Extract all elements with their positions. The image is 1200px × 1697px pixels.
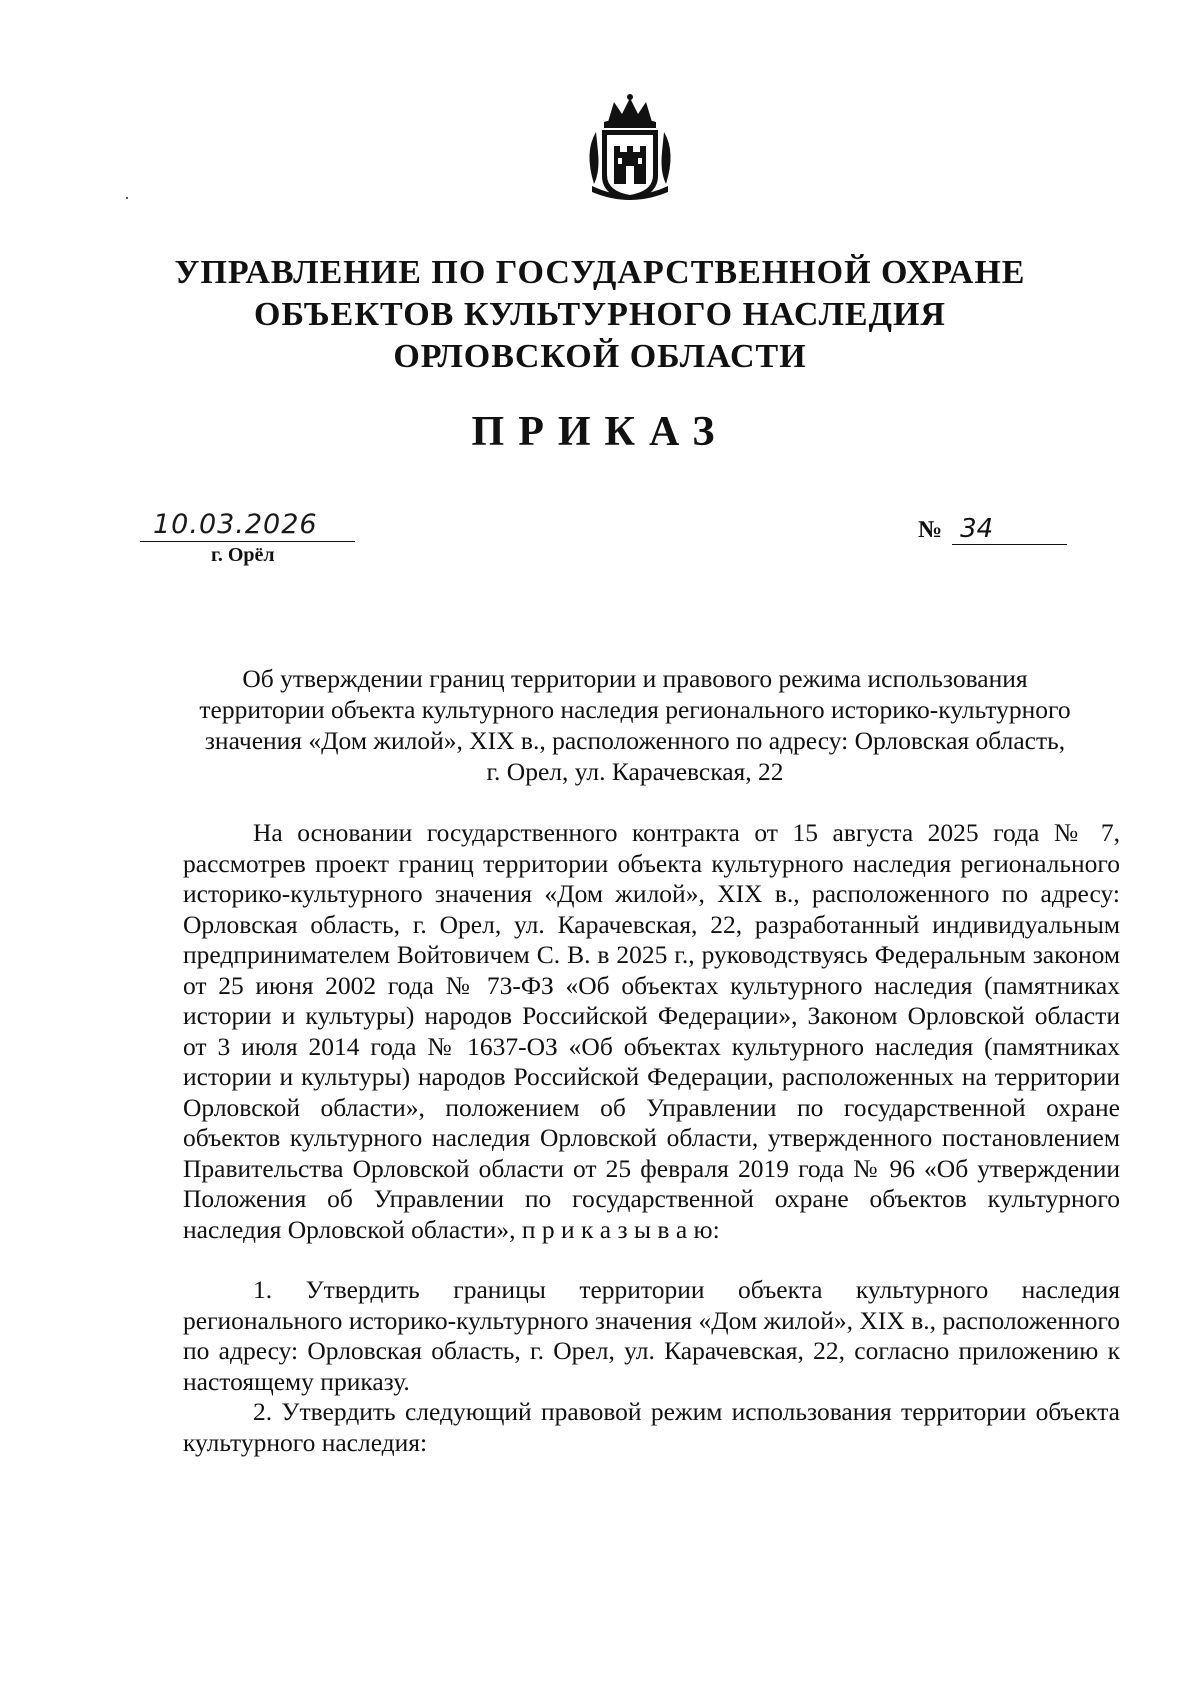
document-date: 10.03.2026	[153, 509, 318, 540]
org-line-1: УПРАВЛЕНИЕ ПО ГОСУДАРСТВЕННОЙ ОХРАНЕ	[174, 254, 1026, 291]
org-line-2: ОБЪЕКТОВ КУЛЬТУРНОГО НАСЛЕДИЯ	[254, 296, 946, 333]
item-2-paragraph: 2. Утвердить следующий правовой режим использования территории объекта культурного наследия:	[183, 1397, 1120, 1457]
org-line-3: ОРЛОВСКОЙ ОБЛАСТИ	[393, 338, 807, 375]
preamble-text: На основании государственного контракта от 15 августа 2025 года № 7, рассмотрев проект границ территории объекта культурного наследия регионального историко-культурного значения «Дом жилой», XIX в., расположенного по адресу: Орловская область, г. Орел, ул. Карачевская, 22, разработанный индивидуальным предпринимателем Войтовичем С. В. в 2025 г., руководствуясь Федеральным законом от 25 июня 2002 года № 73-ФЗ «Об объектах культурного наследия (памятниках истории и культуры) народов Российской Федерации», Законом Орловской области от 3 июля 2014 года № 1637-ОЗ «Об объектах культурного наследия (памятниках истории и культуры) народов Российской Федерации, расположенных на территории Орловской области», положением об Управлении по государственной охране объектов культурного наследия Орловской области, утвержденного постановлением Правительства Орловской области от 25 февраля 2019 года № 96 «Об утверждении Положения об Управлении по государственной охране объектов культурного наследия Орловской области»,	[183, 818, 1120, 1244]
date-block	[140, 509, 355, 566]
document-body	[183, 818, 1120, 1458]
item-1-paragraph: 1. Утвердить границы территории объекта культурного наследия регионального историко-культурного значения «Дом жилой», XIX в., расположенного по адресу: Орловская область, г. Орел, ул. Карачевская, 22, согласно приложению к настоящему приказу.	[183, 1275, 1120, 1396]
order-word: п р и к а з ы в а ю:	[521, 1214, 720, 1244]
subject-line-3: значения «Дом жилой», XIX в., расположенного по адресу: Орловская область,	[204, 726, 1066, 755]
document-number: 34	[952, 514, 1067, 545]
document-subject	[170, 663, 1100, 787]
document-city: г. Орёл	[211, 544, 275, 566]
subject-line-4: г. Орел, ул. Карачевская, 22	[486, 757, 784, 786]
scan-speck	[126, 197, 128, 199]
number-block	[918, 514, 1067, 545]
preamble-paragraph	[183, 818, 1120, 1245]
number-label: №	[918, 517, 943, 543]
subject-line-1: Об утверждении границ территории и правового режима использования	[242, 664, 1028, 693]
coat-of-arms-icon	[578, 92, 682, 204]
date-underline	[140, 541, 355, 542]
subject-line-2: территории объекта культурного наследия регионального историко-культурного	[199, 695, 1071, 724]
document-type: ПРИКАЗ	[471, 409, 729, 455]
organization-name	[110, 252, 1090, 378]
